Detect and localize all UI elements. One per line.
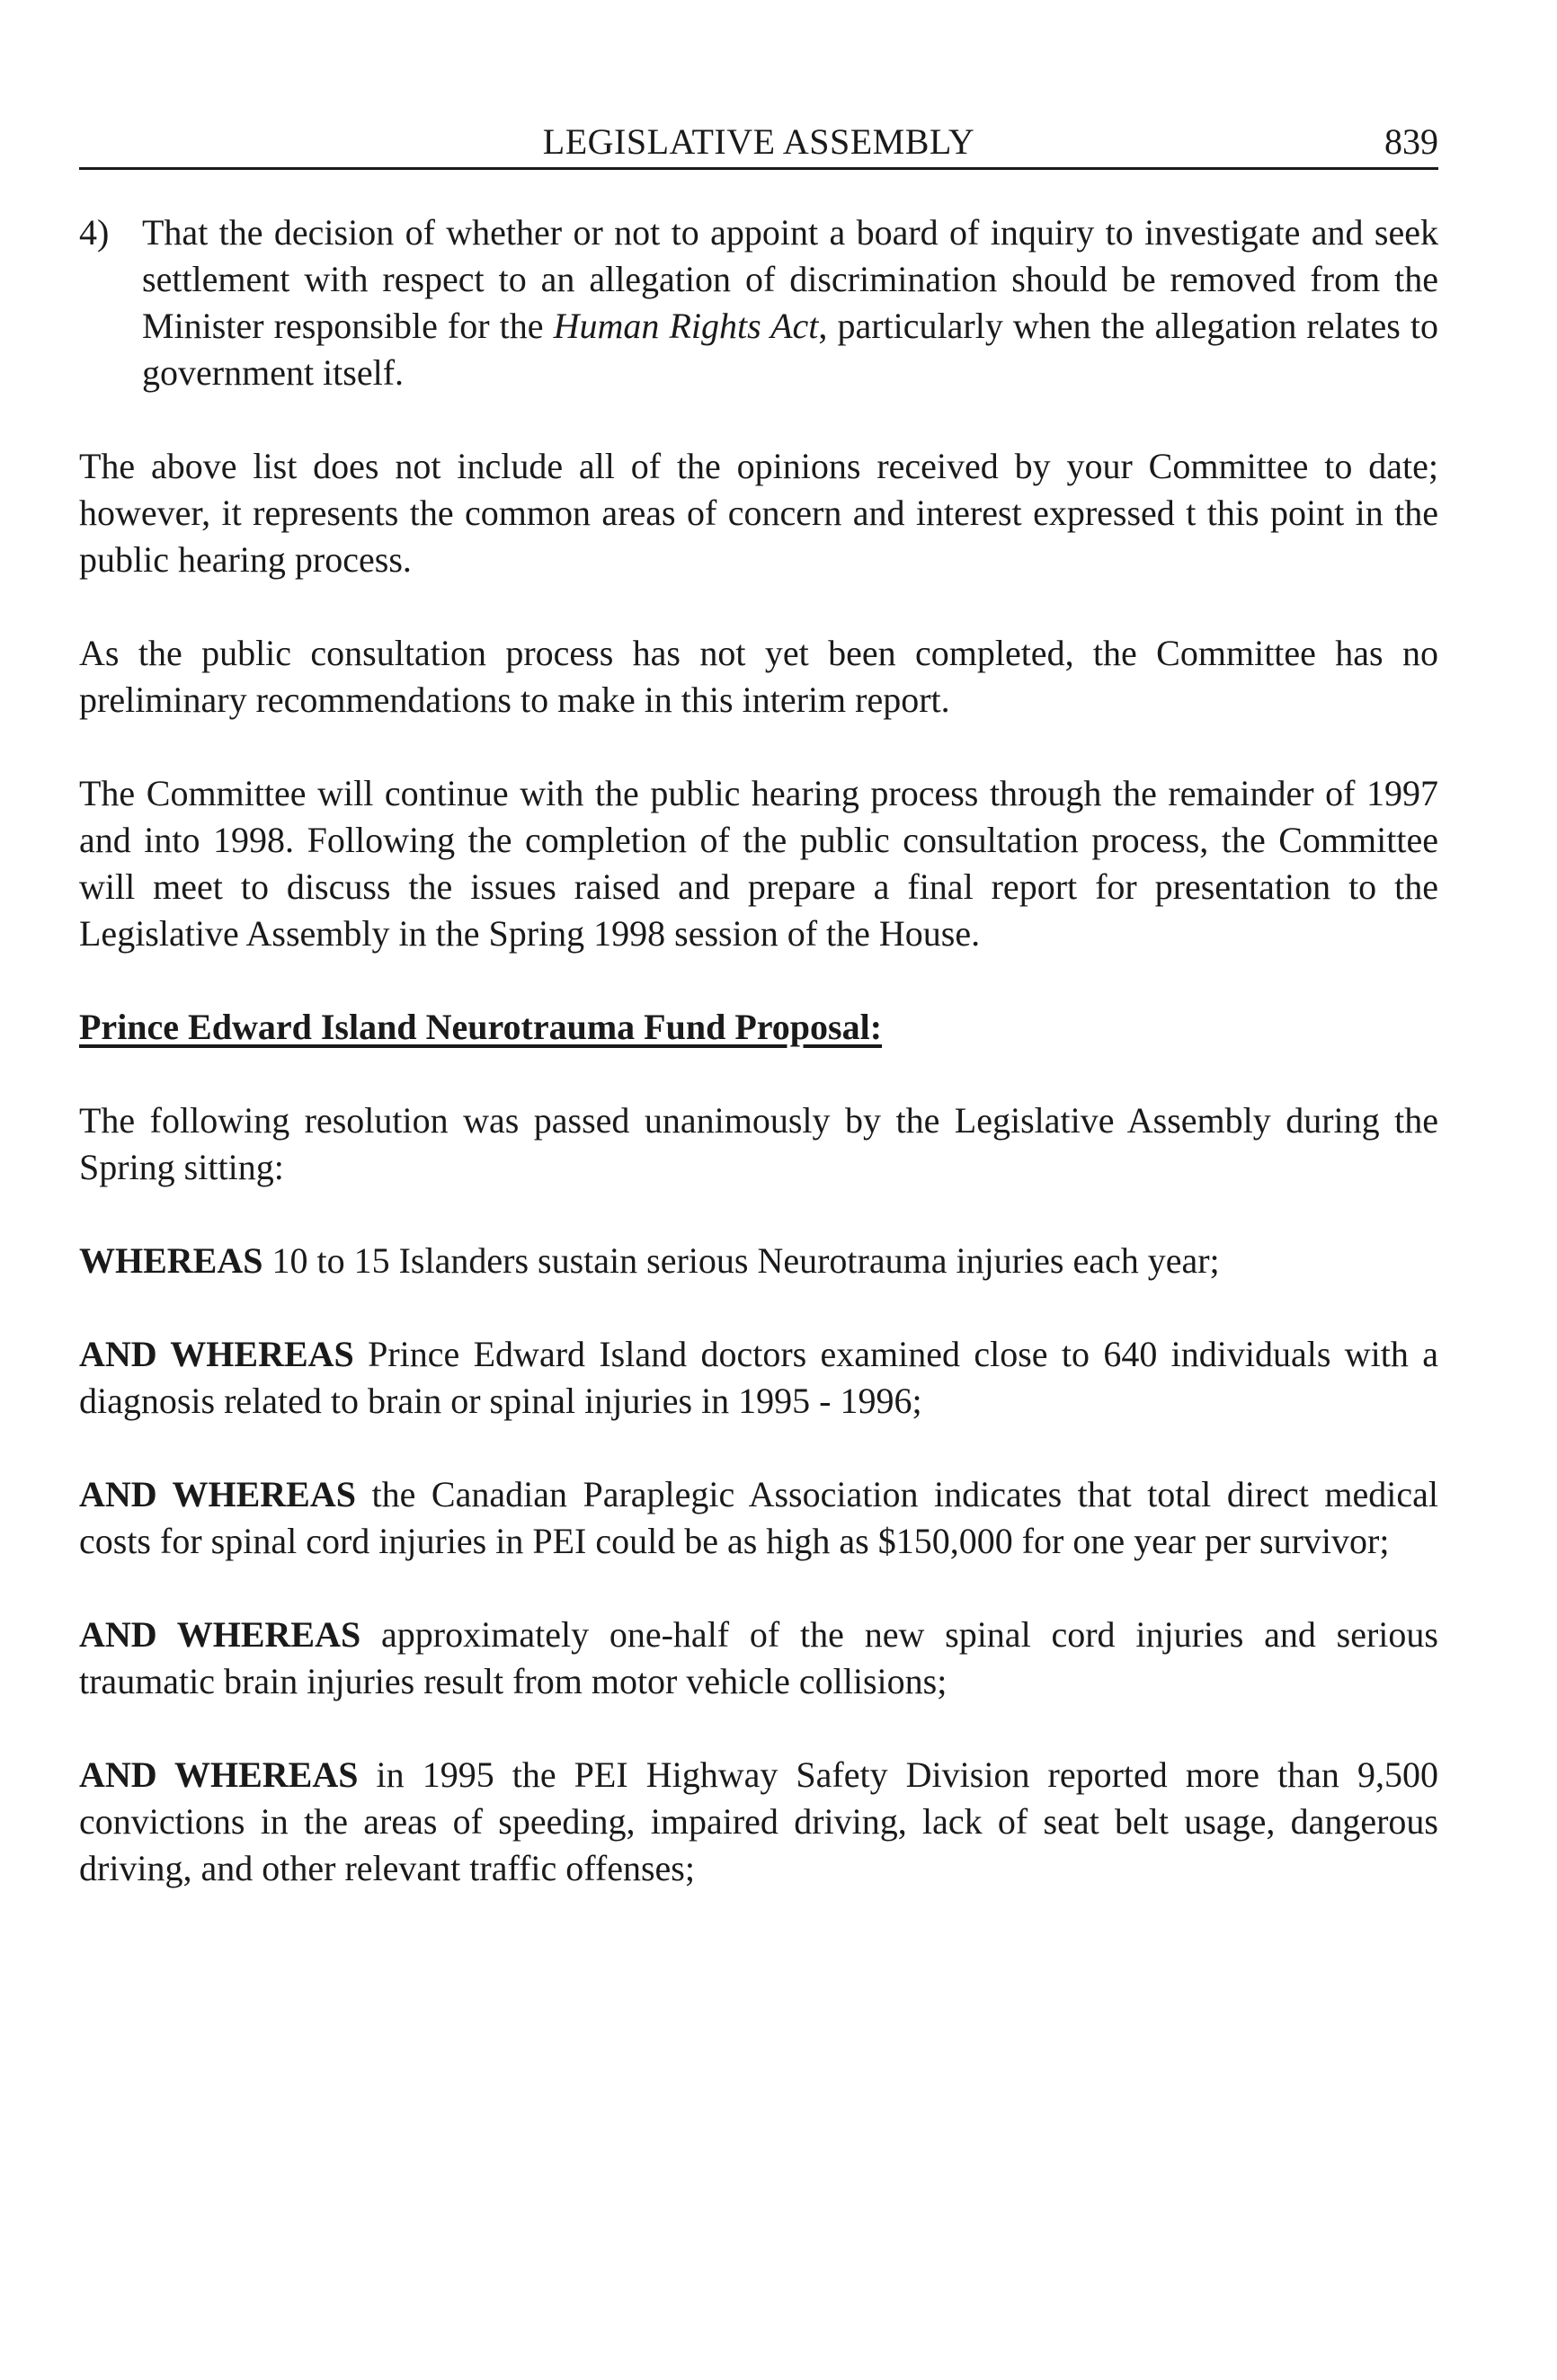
item-number: 4) [79, 212, 110, 253]
resolution-clause-2 [79, 1331, 1438, 1425]
clause-keyword: AND WHEREAS [79, 1334, 354, 1374]
document-page [79, 117, 1438, 1939]
resolution-clause-5 [79, 1752, 1438, 1892]
page-number: 839 [1384, 121, 1438, 162]
clause-text: approximately one-half of the new spinal cord injuries and serious traumatic brain injuries result from motor vehicle collisions; [79, 1614, 1438, 1701]
clause-keyword: AND WHEREAS [79, 1474, 356, 1514]
paragraph-consultation: As the public consultation process has not yet been completed, the Committee has no preliminary recommendations to make in this interim report. [79, 633, 1438, 720]
section-heading: Prince Edward Island Neurotrauma Fund Proposal: [79, 1007, 883, 1047]
resolution-clause-4 [79, 1612, 1438, 1705]
list-item-4 [79, 209, 1438, 396]
paragraph-resolution-intro: The following resolution was passed unanimously by the Legislative Assembly during the Spring sitting: [79, 1100, 1438, 1187]
clause-text: 10 to 15 Islanders sustain serious Neurotrauma injuries each year; [262, 1240, 1220, 1281]
document-body [79, 209, 1438, 1892]
running-header [79, 117, 1438, 170]
header-title: LEGISLATIVE ASSEMBLY [542, 121, 975, 162]
clause-text: the Canadian Paraplegic Association indicates that total direct medical costs for spinal cord injuries in PEI could be as high as $150,000 for one year per survivor; [79, 1474, 1438, 1561]
clause-text: Prince Edward Island doctors examined close to 640 individuals with a diagnosis related to brain or spinal injuries in 1995 - 1996; [79, 1334, 1438, 1421]
paragraph-opinions: The above list does not include all of the opinions received by your Committee to date; however, it represents the common areas of concern and interest expressed t this point in the public hearing process. [79, 446, 1438, 580]
paragraph-continuation: The Committee will continue with the public hearing process through the remainder of 1997 and into 1998. Following the completion of the public consultation process, the Committee will meet to discuss the issues raised and prepare a final report for presentation to the Legislative Assembly in the Spring 1998 session of the House. [79, 773, 1438, 954]
resolution-clause-1 [79, 1238, 1438, 1284]
clause-text: in 1995 the PEI Highway Safety Division reported more than 9,500 convictions in the areas of speeding, impaired driving, lack of seat belt usage, dangerous driving, and other relevant traffic offenses; [79, 1754, 1438, 1888]
item-text [142, 209, 1438, 396]
act-name: Human Rights Act [553, 306, 819, 346]
clause-keyword: WHEREAS [79, 1240, 263, 1281]
item-text-before: That the decision of whether or not to appoint a board of inquiry to investigate and seek settlement with respect to an allegation of discrimination should be removed from the Minister responsible for the [142, 212, 1438, 346]
clause-keyword: AND WHEREAS [79, 1614, 361, 1655]
clause-keyword: AND WHEREAS [79, 1754, 359, 1795]
item-text-after: , particularly when the allegation relates to government itself. [142, 306, 1438, 393]
resolution-clause-3 [79, 1471, 1438, 1565]
